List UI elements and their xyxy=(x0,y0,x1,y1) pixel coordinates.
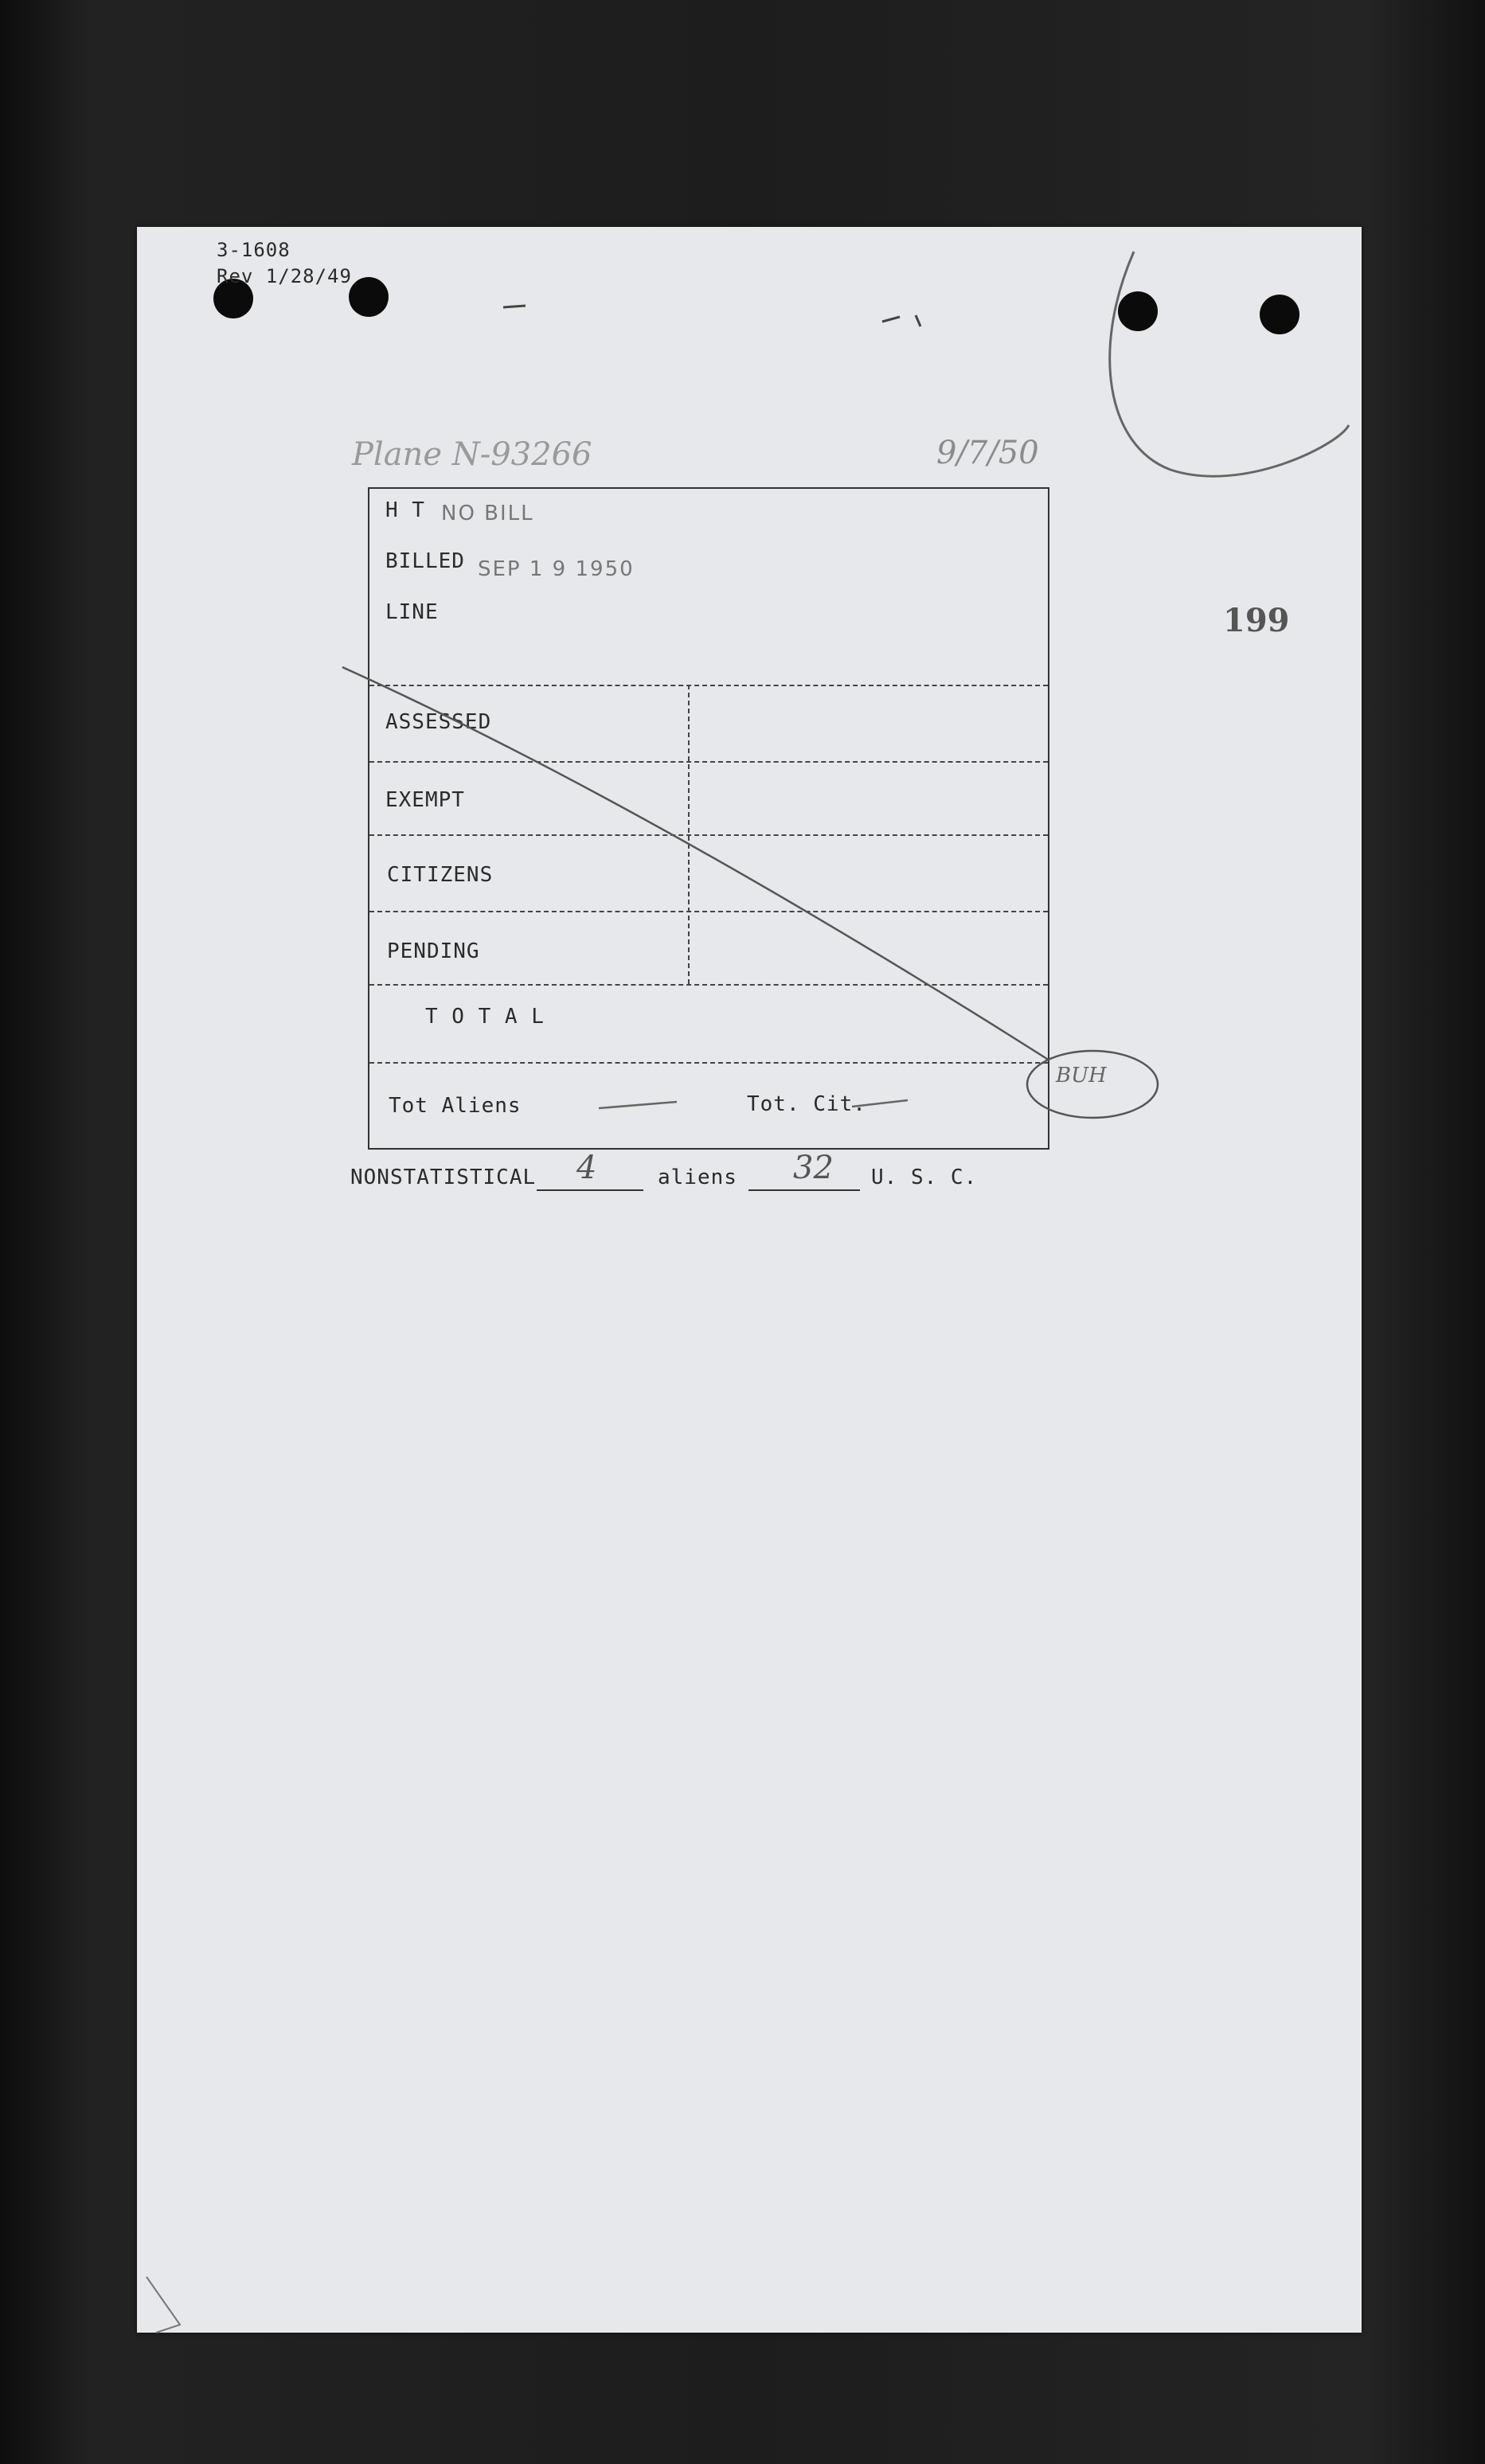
form-revision: Rev 1/28/49 xyxy=(217,265,352,287)
handwritten-aliens-count: 4 xyxy=(576,1150,597,1186)
aliens-count-underline xyxy=(537,1189,643,1191)
usc-count-underline xyxy=(748,1189,860,1191)
aliens-label: aliens xyxy=(658,1166,737,1189)
punch-hole-right-1 xyxy=(1118,291,1158,331)
page-number: 199 xyxy=(1223,602,1290,639)
divider xyxy=(369,761,1048,763)
ht-label: H T xyxy=(385,498,425,522)
billing-form xyxy=(368,487,1049,1150)
line-label: LINE xyxy=(385,600,439,624)
divider xyxy=(369,834,1048,836)
handwritten-usc-count: 32 xyxy=(793,1150,834,1186)
handwritten-date: 9/7/50 xyxy=(936,435,1039,471)
punch-hole-left-2 xyxy=(349,277,389,317)
circled-initials: BUH xyxy=(1056,1064,1107,1088)
tot-aliens-label: Tot Aliens xyxy=(389,1094,522,1118)
usc-label: U. S. C. xyxy=(871,1166,978,1189)
tot-cit-label: Tot. Cit. xyxy=(747,1092,866,1116)
nonstatistical-label: NONSTATISTICAL xyxy=(350,1166,537,1189)
row-label-assessed: ASSESSED xyxy=(385,710,492,734)
form-number: 3-1608 xyxy=(217,239,291,261)
divider xyxy=(369,1062,1048,1064)
handwritten-vessel: Plane N-93266 xyxy=(352,436,592,473)
divider xyxy=(369,911,1048,912)
row-label-pending: PENDING xyxy=(387,939,480,963)
punch-hole-right-2 xyxy=(1260,295,1299,334)
divider xyxy=(369,984,1048,986)
billed-label: BILLED xyxy=(385,549,465,573)
billed-date-stamp: SEP 1 9 1950 xyxy=(478,557,635,581)
row-label-exempt: EXEMPT xyxy=(385,788,465,812)
ht-stamp: NO BILL xyxy=(441,502,534,525)
column-divider xyxy=(688,685,690,984)
row-label-citizens: CITIZENS xyxy=(387,863,494,887)
divider xyxy=(369,685,1048,686)
total-label: T O T A L xyxy=(425,1005,545,1029)
